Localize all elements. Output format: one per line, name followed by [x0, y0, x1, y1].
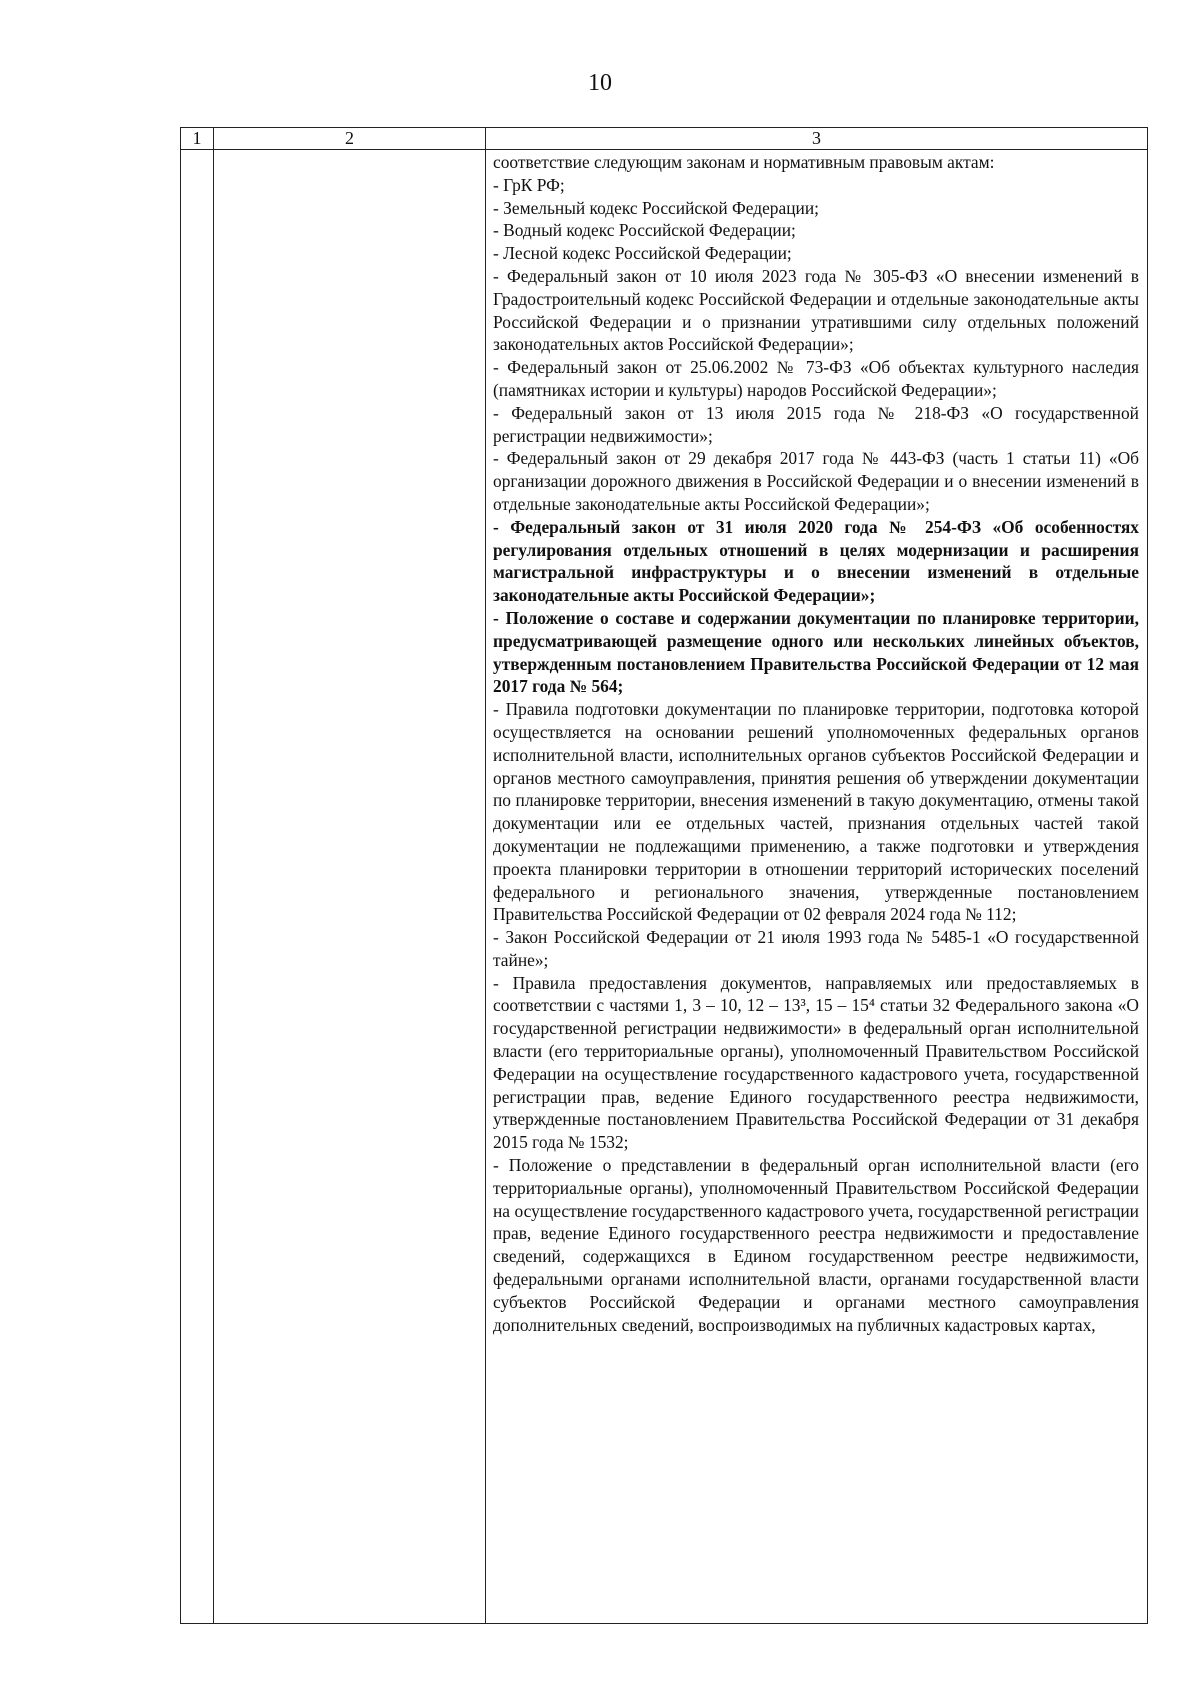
legal-act-item: - Земельный кодекс Российской Федерации; [493, 197, 819, 218]
legal-act-item: - Федеральный закон от 25.06.2002 № 73-ФЗ «Об объектах культурного наследия (памятниках истории и культуры) народов Российской Федерации»; [493, 357, 1139, 400]
legal-act-item: - Федеральный закон от 10 июля 2023 года № 305-ФЗ «О внесении изменений в Градостроительный кодекс Российской Федерации и отдельные законодательные акты Российской Федерации и о признании утратившими силу отдельных положений законодательных актов Российской Федерации»; [493, 265, 1139, 355]
column-divider [213, 128, 214, 1623]
legal-act-item: - Положение о составе и содержании документации по планировке территории, предусматривающей размещение одного или нескольких линейных объектов, утвержденным постановлением Правительства Российской Федерации от 12 мая 2017 года № 564; [493, 607, 1139, 697]
legal-act-item: - Федеральный закон от 29 декабря 2017 года № 443-ФЗ (часть 1 статьи 11) «Об организации дорожного движения в Российской Федерации и о внесении изменений в отдельные законодательные акты Российской Федерации»; [493, 448, 1139, 514]
header-cell-1: 1 [192, 128, 202, 148]
legal-act-item: - Федеральный закон от 13 июля 2015 года № 218-ФЗ «О государственной регистрации недвижимости»; [493, 402, 1139, 446]
legal-act-item: - Положение о представлении в федеральный орган исполнительной власти (его территориальные органы), уполномоченный Правительством Российской Федерации на осуществление государственного кадастрового учета, государственной регистрации прав, ведение Единого государственного реестра недвижимости и предоставление сведений, содержащихся в Едином государственном реестре недвижимости, федеральными органами исполнительной власти, органами государственной власти субъектов Российской Федерации и органами местного самоуправления дополнительных сведений, воспроизводимых на публичных кадастровых картах, [493, 1155, 1139, 1335]
legal-act-item: - Лесной кодекс Российской Федерации; [493, 243, 792, 264]
legal-act-item: - Водный кодекс Российской Федерации; [493, 220, 796, 241]
legal-act-item: - Федеральный закон от 31 июля 2020 года № 254-ФЗ «Об особенностях регулирования отдельных отношений в целях модернизации и расширения магистральной инфраструктуры и о внесении изменений в отдельные законодательные акты Российской Федерации»; [493, 516, 1139, 606]
page-number: 10 [588, 70, 612, 96]
legal-act-item: - Правила предоставления документов, направляемых или предоставляемых в соответствии с частями 1, 3 – 10, 12 – 13³, 15 – 15⁴ статьи 32 Федерального закона «О государственной регистрации недвижимости» в федеральный орган исполнительной власти (его территориальные органы), уполномоченный Правительством Российской Федерации на осуществление государственного кадастрового учета, государственной регистрации прав, ведение Единого государственного реестра недвижимости, утвержденные постановлением Правительства Российской Федерации от 31 декабря 2015 года № 1532; [493, 972, 1139, 1153]
document-table [180, 127, 1148, 1624]
column-divider [485, 128, 486, 1623]
legal-act-item: - Правила подготовки документации по планировке территории, подготовка которой осуществляется на основании решений уполномоченных федеральных органов исполнительной власти, исполнительных органов субъектов Российской Федерации и органов местного самоуправления, принятия решения об утверждении документации по планировке территории, внесения изменений в такую документацию, отмены такой документации или ее отдельных частей, признания отдельных частей такой документации не подлежащими применению, а также подготовки и утверждения проекта планировки территории в отношении территорий исторических поселений федерального и регионального значения, утвержденные постановлением Правительства Российской Федерации от 02 февраля 2024 года № 112; [493, 699, 1139, 925]
table-header-row [181, 128, 1147, 150]
legal-act-item: - ГрК РФ; [493, 174, 565, 195]
header-cell-2: 2 [345, 128, 354, 148]
column-3-cell [491, 151, 1139, 1336]
legal-act-item: соответствие следующим законам и нормативным правовым актам: [493, 152, 995, 172]
header-cell-3: 3 [812, 128, 821, 148]
legal-act-item: - Закон Российской Федерации от 21 июля 1993 года № 5485-1 «О государственной тайне»; [493, 927, 1139, 970]
